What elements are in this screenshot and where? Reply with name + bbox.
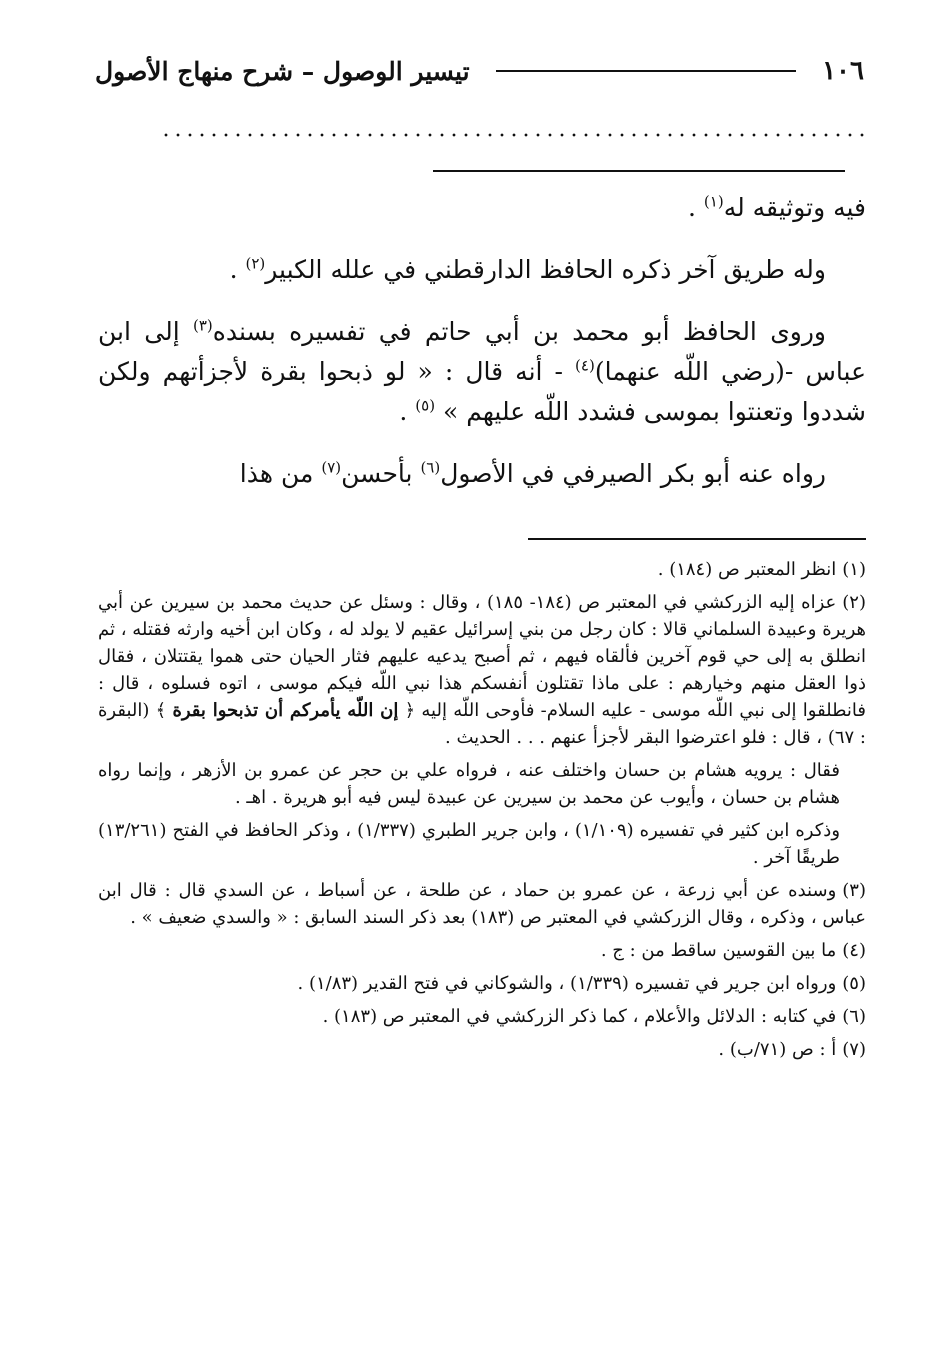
footnote-6: (٦)في كتابه : الدلائل والأعلام ، كما ذكر الزركشي في المعتبر ص (١٨٣) . (322, 1006, 866, 1027)
footnote-2-continued: وذكره ابن كثير في تفسيره (١/١٠٩) ، وابن جرير الطبري (١/٣٣٧) ، وذكر الحافظ في الفتح (١٣/٢٦١) طريقًا آخر . (98, 820, 841, 868)
running-title: تيسير الوصول – شرح منهاج الأصول (95, 56, 470, 86)
footnote-ref: (٧) (321, 458, 342, 477)
footnote-ref: (٥) (415, 396, 436, 415)
running-header (95, 50, 864, 92)
footnotes (98, 556, 866, 1069)
header-rule (496, 70, 797, 72)
footnote-ref: (٦) (420, 458, 441, 477)
paragraph-4: رواه عنه أبو بكر الصيرفي في الأصول$^{(٦)}$ بأحسن$^{(٧)}$ من هذا (239, 458, 826, 488)
footnote-4: (٤)ما بين القوسين ساقط من : ج . (600, 940, 866, 961)
page-number: ١٠٦ (822, 56, 864, 86)
section-rule (433, 170, 845, 172)
paragraph-3: وروى الحافظ أبو محمد بن أبي حاتم في تفسيره بسنده$^{(٣)}$ إلى ابن عباس -(رضي اللّه عنهما)$^{(٤)}$ - أنه قال : « لو ذبحوا بقرة لأجزأتهم ولكن شددوا وتعنتوا بموسى فشدد اللّه عليهم » $^{(٥)}$ . (98, 316, 866, 426)
footnote-ref: (٢) (245, 254, 266, 273)
footnote-separator (528, 538, 866, 540)
main-text (98, 188, 866, 516)
footnote-2-continued: فقال : يرويه هشام بن حسان واختلف عنه ، فرواه علي بن حجر عن عمرو بن الأزهر ، وإنما رواه هشام بن حسان ، وأيوب عن محمد بن سيرين عن عبيدة ليس فيه أبو هريرة . اهـ . (98, 760, 840, 808)
footnote-3: (٣)وسنده عن أبي زرعة ، عن عمرو بن حماد ، عن طلحة ، عن أسباط ، عن السدي قال : قال ابن عباس ، وذكره ، وقال الزركشي في المعتبر ص (١٨٣) بعد ذكر السند السابق : « والسدي ضعيف » . (98, 880, 866, 928)
footnote-1: (١)انظر المعتبر ص (١٨٤) . (657, 559, 866, 580)
footnote-5: (٥)ورواه ابن جرير في تفسيره (١/٣٣٩) ، والشوكاني في فتح القدير (١/٨٣) . (297, 973, 866, 994)
paragraph-1: فيه وتوثيقه له$^{(١)}$ . (688, 192, 866, 222)
footnote-7: (٧)أ : ص (٧١/ب) . (718, 1039, 866, 1060)
ellipsis-dots (160, 128, 870, 142)
footnote-ref: (١) (703, 192, 724, 211)
paragraph-2: وله طريق آخر ذكره الحافظ الدارقطني في علله الكبير$^{(٢)}$ . (229, 254, 826, 284)
footnote-2: (٢)عزاه إليه الزركشي في المعتبر ص (١٨٤- ١٨٥) ، وقال : وسئل عن حديث محمد بن سيرين عن أبي هريرة وعبيدة السلماني قالا : كان رجل من بني إسرائيل عقيم لا يولد له ، وكان ابن أخيه وارثه فقتله ، ثم انطلق به إلى حي قوم آخرين فألقاه فيهم ، ثم أصبح يدعيه عليهم فثار الحيان حتى هموا يقتتلان ، فقال ذوا العقل منهم وخيارهم : على ماذا تقتلون أنفسكم هذا نبي اللّه فيكم موسى ، اتوه فسلوه ، قال : فانطلقوا إلى نبي اللّه موسى - عليه السلام- فأوحى اللّه إليه ﴿ إن اللّه يأمركم أن تذبحوا بقرة ﴾ (البقرة : ٦٧) ، قال : فلو اعترضوا البقر لأجزأ عنهم . . . الحديث . (98, 592, 866, 748)
footnote-ref: (٣) (193, 316, 213, 335)
footnote-ref: (٤) (575, 356, 595, 375)
quran-quote: إن اللّه يأمركم أن تذبحوا بقرة (172, 700, 399, 721)
